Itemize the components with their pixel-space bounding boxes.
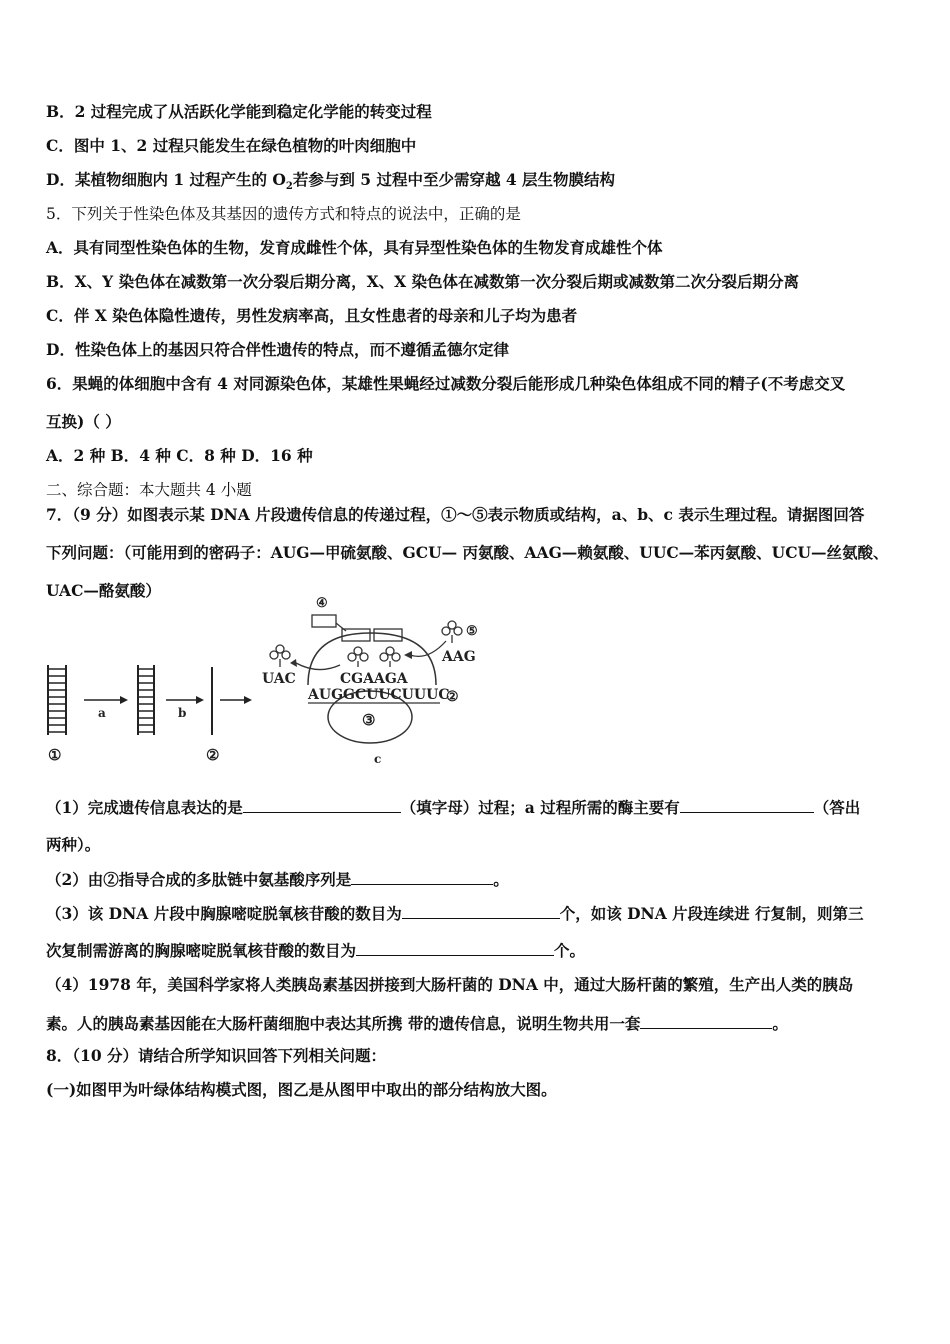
q7-part2-text-a: （2）由②指导合成的多肽链中氨基酸序列是 xyxy=(46,870,352,889)
q5-option-b: B．X、Y 染色体在减数第一次分裂后期分离，X、X 染色体在减数第一次分裂后期或减数第二次分裂后期分离 xyxy=(46,272,800,291)
q4-option-d-sub: 2 xyxy=(285,181,293,193)
q4-option-d xyxy=(46,170,910,197)
q7-part1-blank-1[interactable] xyxy=(243,797,401,813)
q8-stem: 8．（10 分）请结合所学知识回答下列相关问题： xyxy=(46,1046,387,1065)
q7-part4-text-b: 素。人的胰岛素基因能在大肠杆菌细胞中表达其所携 带的遗传信息，说明生物共用一套 xyxy=(46,1014,641,1033)
q7-part3-text-b: 个，如该 DNA 片段连续进 行复制，则第三 xyxy=(559,904,864,923)
trna-sequence: CGAAGA xyxy=(340,671,408,687)
figure-label-1: ① xyxy=(48,746,62,764)
q7-part3-text-c: 次复制需游离的胸腺嘧啶脱氧核苷酸的数目为 xyxy=(46,941,357,960)
q7-part4-cont xyxy=(46,1013,910,1034)
anticodon-right: AAG xyxy=(442,649,476,665)
q7-part4: （4）1978 年，美国科学家将人类胰岛素基因拼接到大肠杆菌的 DNA 中，通过大肠杆菌的繁殖，生产出人类的胰岛 xyxy=(46,975,854,994)
q7-part3-blank-1[interactable] xyxy=(402,903,560,919)
mrna-sequence: AUGGCUUCUUUC xyxy=(308,687,450,703)
dna-ladder-copy xyxy=(138,665,154,735)
q7-part3 xyxy=(46,903,910,924)
q6-stem-line1: 6．果蝇的体细胞中含有 4 对同源染色体，某雄性果蝇经过减数分裂后能形成几种染色体组成不同的精子(不考虑交叉 xyxy=(46,374,846,393)
q6-stem-line2: 互换)（ ） xyxy=(46,412,121,431)
q4-option-c: C．图中 1、2 过程只能发生在绿色植物的叶肉细胞中 xyxy=(46,136,417,155)
q7-stem-line3: UAC—酪氨酸） xyxy=(46,581,161,600)
q4-option-d-post: 若参与到 5 过程中至少需穿越 4 层生物膜结构 xyxy=(292,170,616,189)
q7-part1-blank-2[interactable] xyxy=(680,797,814,813)
trna-leaving xyxy=(270,645,290,667)
trna-incoming xyxy=(442,621,462,643)
q4-option-b: B．2 过程完成了从活跃化学能到稳定化学能的转变过程 xyxy=(46,102,432,121)
q7-part2 xyxy=(46,869,910,890)
q5-stem: 5．下列关于性染色体及其基因的遗传方式和特点的说法中，正确的是 xyxy=(46,205,521,223)
q4-option-d-pre: D．某植物细胞内 1 过程产生的 O xyxy=(46,170,286,189)
figure-label-2-left: ② xyxy=(206,746,220,764)
q7-part4-blank[interactable] xyxy=(640,1013,772,1029)
amino-acid-box-1 xyxy=(312,615,336,627)
arrow-b-head xyxy=(196,696,204,704)
q7-part3-text-d: 个。 xyxy=(554,941,586,960)
figure-label-a: a xyxy=(98,706,106,720)
section-heading: 二、综合题：本大题共 4 小题 xyxy=(46,481,252,499)
q8-sub1: (一)如图甲为叶绿体结构模式图，图乙是从图甲中取出的部分结构放大图。 xyxy=(46,1080,557,1099)
q7-part3-blank-2[interactable] xyxy=(356,940,554,956)
q6-options: A．2 种 B．4 种 C．8 种 D．16 种 xyxy=(46,446,313,465)
figure-label-4: ④ xyxy=(316,596,328,611)
q7-part1 xyxy=(46,797,910,818)
figure-label-b: b xyxy=(178,706,187,720)
figure-label-5: ⑤ xyxy=(466,624,478,639)
dna-ladder xyxy=(48,665,66,735)
q7-part3-text-a: （3）该 DNA 片段中胸腺嘧啶脱氧核苷酸的数目为 xyxy=(46,904,402,923)
arrow-to-ribosome-head xyxy=(244,696,252,704)
trna-entry-arrow-head xyxy=(404,651,412,659)
trna-in-ribosome xyxy=(348,647,400,667)
trna-exit-arrow-head xyxy=(290,659,297,667)
gene-expression-figure xyxy=(40,596,490,775)
q7-part2-text-b: 。 xyxy=(493,870,509,889)
q7-stem-line1: 7．（9 分）如图表示某 DNA 片段遗传信息的传递过程，①～⑤表示物质或结构，a、b、c 表示生理过程。请据图回答 xyxy=(46,505,865,524)
arrow-a-head xyxy=(120,696,128,704)
anticodon-left: UAC xyxy=(262,671,296,687)
figure-label-c: c xyxy=(374,752,382,766)
amino-acid-box-3 xyxy=(374,629,402,641)
trna-exit-arrow xyxy=(296,663,340,670)
q7-part1-text-c: （答出 xyxy=(813,798,861,817)
q5-option-c: C．伴 X 染色体隐性遗传，男性发病率高，且女性患者的母亲和儿子均为患者 xyxy=(46,306,578,325)
q7-part1-text-a: （1）完成遗传信息表达的是 xyxy=(46,798,243,817)
peptide-bond-1 xyxy=(336,623,346,631)
q7-part2-blank[interactable] xyxy=(351,869,493,885)
figure-label-2-right: ② xyxy=(446,689,459,705)
q7-part1-text-b: （填字母）过程；a 过程所需的酶主要有 xyxy=(400,798,680,817)
q5-option-d: D．性染色体上的基因只符合伴性遗传的特点，而不遵循孟德尔定律 xyxy=(46,340,509,359)
q7-part1-cont: 两种）。 xyxy=(46,835,101,854)
q7-stem-line2: 下列问题：（可能用到的密码子：AUG—甲硫氨酸、GCU— 丙氨酸、AAG—赖氨酸、UUC—苯丙氨酸、UCU—丝氨酸、 xyxy=(46,543,889,562)
figure-label-3: ③ xyxy=(362,711,376,729)
q7-part3-cont xyxy=(46,940,910,961)
q7-part4-text-c: 。 xyxy=(772,1014,788,1033)
q5-option-a: A．具有同型性染色体的生物，发育成雌性个体，具有异型性染色体的生物发育成雄性个体 xyxy=(46,238,663,257)
